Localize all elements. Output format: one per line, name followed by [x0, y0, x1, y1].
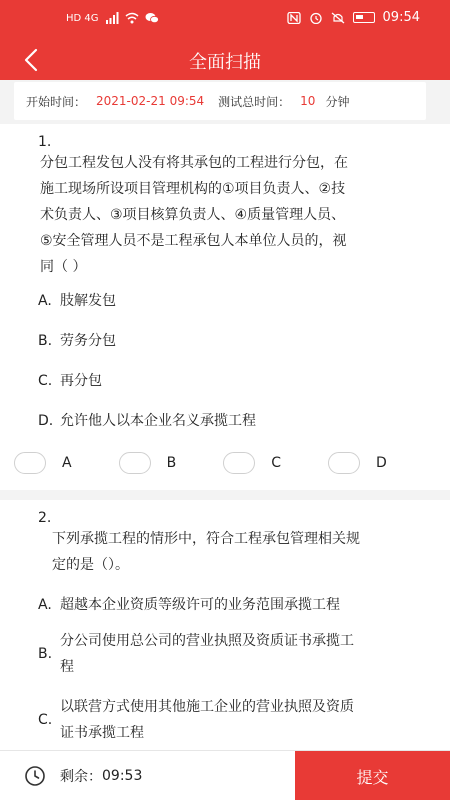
- bottom-bar: [0, 750, 450, 800]
- radio-choice-d[interactable]: [328, 452, 387, 474]
- question-text: [52, 526, 422, 578]
- option-b: [38, 628, 354, 680]
- question-text-line: 分包工程发包人没有将其承包的工程进行分包，在: [40, 155, 348, 171]
- option-text: [60, 694, 354, 746]
- option-key: A.: [38, 293, 52, 309]
- radio-label: B: [166, 455, 177, 471]
- mute-icon: [331, 12, 345, 24]
- question-text-line: 定的是（）。: [52, 557, 129, 573]
- total-time-value: 10: [300, 94, 316, 108]
- radio-label: C: [271, 455, 281, 471]
- option-text: 再分包: [60, 373, 102, 389]
- option-text: 劳务分包: [60, 333, 116, 349]
- option-d: [38, 410, 256, 432]
- option-c: [38, 694, 354, 746]
- question-text-line: 术负责人、③项目核算负责人、④质量管理人员、: [40, 207, 346, 223]
- radio-choice-a[interactable]: [14, 452, 72, 474]
- option-key: D.: [38, 413, 54, 429]
- question-card-2: [0, 500, 450, 750]
- total-time-label: 测试总时间：: [218, 94, 291, 109]
- option-b: [38, 330, 116, 352]
- option-a: [38, 594, 340, 616]
- question-number: 2.: [38, 510, 52, 526]
- option-key: C.: [38, 712, 53, 728]
- radio-choice-c[interactable]: [223, 452, 281, 474]
- question-number: 1.: [38, 134, 52, 150]
- status-bar: [0, 0, 450, 40]
- radio-circle[interactable]: [328, 452, 360, 474]
- option-a: [38, 290, 116, 312]
- radio-choice-b[interactable]: [119, 452, 177, 474]
- radio-circle[interactable]: [223, 452, 255, 474]
- option-text: 允许他人以本企业名义承揽工程: [60, 413, 256, 429]
- question-text-line: ⑤安全管理人员不是工程承包人本单位人员的，视: [40, 233, 347, 249]
- nfc-icon: [287, 12, 301, 24]
- question-text-line: 施工现场所设项目管理机构的①项目负责人、②技: [40, 181, 346, 197]
- remaining-timer: [24, 765, 142, 787]
- remaining-value: 09:53: [102, 768, 143, 784]
- remaining-label: 剩余：: [60, 769, 102, 785]
- page-title: 全面扫描: [189, 52, 261, 73]
- option-key: B.: [38, 333, 53, 349]
- radio-label: A: [62, 455, 72, 471]
- question-text-line: 同（ ）: [40, 259, 87, 275]
- question-text-line: 下列承揽工程的情形中，符合工程承包管理相关规: [52, 531, 360, 547]
- signal-icon: [105, 12, 119, 24]
- network-indicator: HD 4G: [66, 12, 99, 24]
- option-key: B.: [38, 646, 53, 662]
- top-bar: [0, 0, 450, 80]
- radio-circle[interactable]: [119, 452, 151, 474]
- submit-button[interactable]: 提交: [295, 751, 450, 800]
- alarm-icon: [309, 12, 323, 24]
- radio-label: D: [375, 455, 387, 471]
- wifi-icon: [125, 12, 139, 24]
- start-time-label: 开始时间：: [26, 94, 87, 109]
- option-text: 肢解发包: [60, 293, 116, 309]
- title-bar: [0, 40, 450, 80]
- total-time-unit: 分钟: [325, 94, 350, 109]
- answer-radio-group: [14, 452, 387, 474]
- status-time: 09:54: [382, 10, 420, 25]
- test-info-row: [14, 82, 426, 120]
- radio-circle[interactable]: [14, 452, 46, 474]
- option-text-line: 分公司使用总公司的营业执照及资质证书承揽工: [60, 633, 354, 649]
- option-text-line: 证书承揽工程: [60, 725, 144, 741]
- question-card-1: [0, 124, 450, 490]
- question-text: [40, 150, 420, 280]
- wechat-icon: [145, 12, 159, 24]
- option-text: [60, 628, 354, 680]
- option-key: C.: [38, 373, 53, 389]
- battery-icon: [353, 12, 375, 23]
- clock-icon: [24, 765, 46, 787]
- option-text-line: 以联营方式使用其他施工企业的营业执照及资质: [60, 699, 354, 715]
- option-text-line: 程: [60, 659, 74, 675]
- option-key: A.: [38, 597, 52, 613]
- start-time-value: 2021-02-21 09:54: [96, 94, 205, 108]
- option-text: 超越本企业资质等级许可的业务范围承揽工程: [60, 597, 340, 613]
- option-c: [38, 370, 102, 392]
